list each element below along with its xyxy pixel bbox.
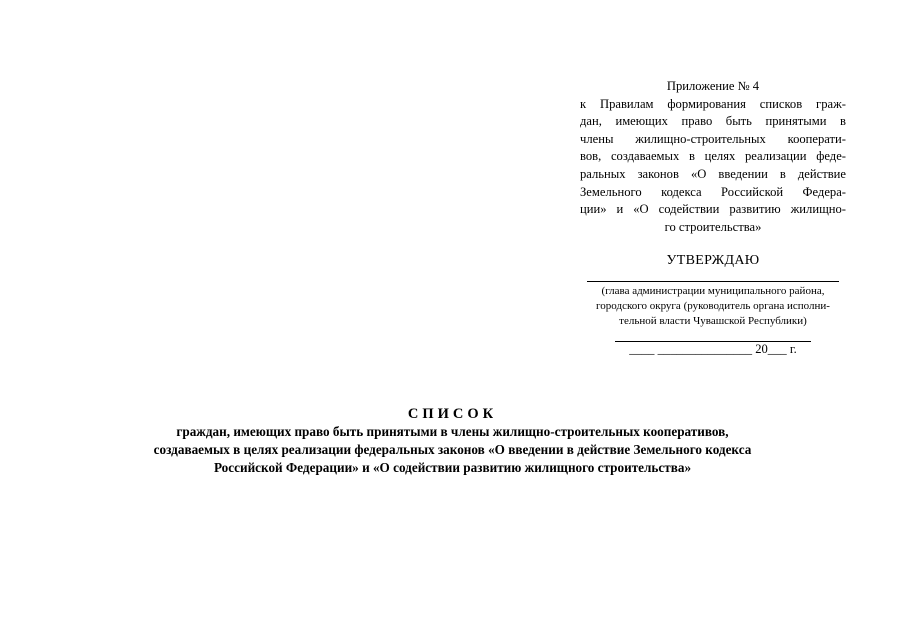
appendix-block [580, 78, 846, 236]
list-subtitle-line: Российской Федерации» и «О содействии развитию жилищного строительства» [213, 460, 692, 475]
appendix-line: го строительства» [664, 219, 762, 234]
appendix-line: ции» и «О содействии развитию жилищно- [580, 202, 846, 217]
official-line: тельной власти Чувашской Республики) [619, 315, 807, 327]
date-line: ____ _______________ 20___ г. [629, 342, 797, 356]
appendix-title: Приложение № 4 [666, 79, 760, 93]
appendix-line: дан, имеющих право быть принятыми в [580, 114, 846, 129]
list-subtitle-line: создаваемых в целях реализации федеральных законов «О введении в действие Земельного кодекса [153, 442, 752, 457]
official-line: (глава администрации муниципального района, [601, 285, 825, 297]
approval-block [580, 253, 846, 357]
approval-word: УТВЕРЖДАЮ [666, 253, 760, 268]
list-subtitle-line: граждан, имеющих право быть принятыми в члены жилищно-строительных кооперативов, [176, 424, 729, 439]
official-line: городского округа (руководитель органа исполни- [596, 300, 830, 312]
list-heading: СПИСОК [407, 406, 498, 422]
appendix-line: вов, создаваемых в целях реализации феде- [580, 149, 846, 164]
appendix-line: ральных законов «О введении в действие [580, 166, 846, 181]
list-title-block [0, 405, 905, 477]
signature-line [587, 281, 839, 282]
appendix-line: члены жилищно-строительных кооперати- [580, 131, 846, 146]
appendix-line: Земельного кодекса Российской Федера- [580, 184, 846, 199]
appendix-line: к Правилам формирования списков граж- [580, 96, 846, 111]
